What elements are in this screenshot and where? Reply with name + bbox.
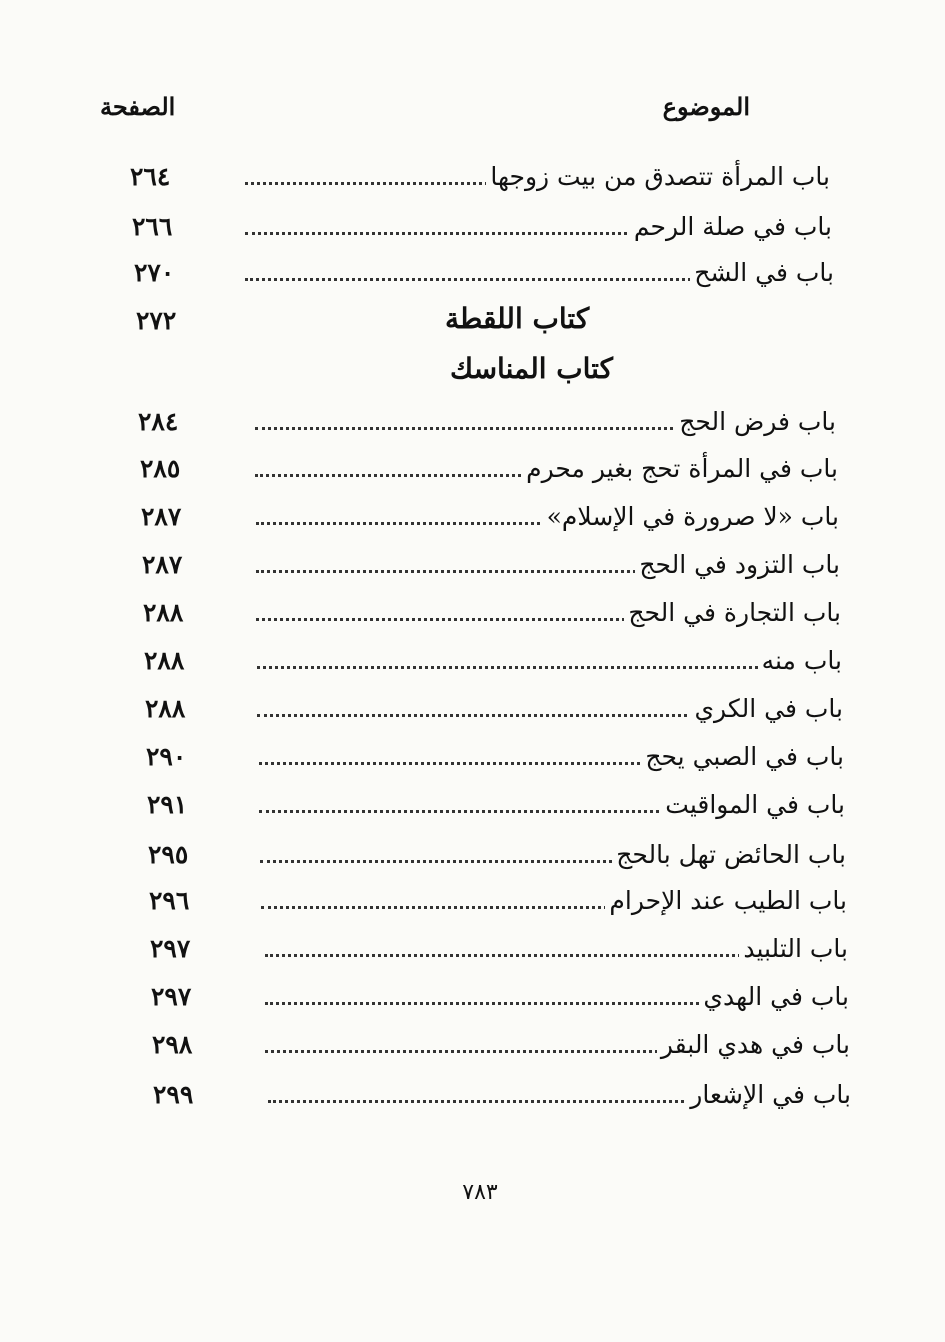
page-number: ٧٨٣ [462,1180,498,1205]
toc-entry-page: ٢٩٦ [149,886,190,915]
toc-entry-title: باب التزود في الحج [635,548,840,582]
toc-entry [146,740,844,780]
toc-entry-title: باب الطيب عند الإحرام [605,884,847,918]
toc-entry [151,980,849,1020]
toc-entry [143,596,841,636]
toc-entry-page: ٢٩١ [147,790,188,819]
toc-entry [150,932,848,972]
toc-entry-title: باب في المواقيت [661,788,845,822]
toc-entry-page: ٢٩٩ [153,1080,194,1109]
book-heading-page: ٢٧٢ [136,306,177,335]
toc-entry-page: ٢٩٥ [148,840,189,869]
toc-entry-page: ٢٨٨ [143,598,184,627]
toc-header [100,92,750,132]
toc-entry [153,1078,851,1118]
toc-entry-page: ٢٩٧ [151,982,192,1011]
toc-entry [149,884,847,924]
toc-entry [147,788,845,828]
toc-entry-title: باب التلبيد [739,932,848,966]
toc-entry [145,692,843,732]
toc-entry-page: ٢٨٧ [141,502,182,531]
toc-entry-title: باب في هدي البقر [657,1028,850,1062]
toc-entry-title: باب في صلة الرحم [630,210,832,244]
toc-entry [141,500,839,540]
toc-entry [148,838,846,878]
toc-entry-page: ٢٨٨ [145,694,186,723]
toc-entry-title: باب في الكري [690,692,843,726]
toc-entry [134,256,834,296]
toc-entry-title: باب المرأة تتصدق من بيت زوجها [486,160,830,194]
toc-entry-title: باب في الهدي [699,980,849,1014]
toc-entry-title: باب في الصبي يحج [641,740,844,774]
toc-entry [144,644,842,684]
book-heading: كتاب اللقطة [445,302,590,335]
toc-entry [140,452,838,492]
page-column-heading: الصفحة [100,92,176,121]
toc-entry-title: باب في المرأة تحج بغير محرم [522,452,838,486]
toc-entry-page: ٢٨٨ [144,646,185,675]
book-heading: كتاب المناسك [450,352,613,385]
toc-entry-page: ٢٩٧ [150,934,191,963]
toc-entry [152,1028,850,1068]
toc-entry-page: ٢٩٠ [146,742,187,771]
toc-entry [130,160,830,200]
toc-entry [132,210,832,250]
toc-entry-page: ٢٨٥ [140,454,181,483]
toc-entry-title: باب التجارة في الحج [624,596,841,630]
toc-entry-page: ٢٦٤ [130,162,171,191]
toc-entry-title: باب الحائض تهل بالحج [612,838,846,872]
toc-entry-page: ٢٨٤ [138,407,179,436]
toc-entry-page: ٢٩٨ [152,1030,193,1059]
toc-entry-title: باب فرض الحج [675,405,836,439]
toc-entry [138,405,836,445]
toc-entry-page: ٢٧٠ [134,258,175,287]
toc-entry-title: باب في الإشعار [686,1078,851,1112]
toc-entry-title: باب في الشح [690,256,834,290]
toc-entry [142,548,840,588]
toc-entry-page: ٢٨٧ [142,550,183,579]
toc-entry-title: باب منه [758,644,842,678]
topic-column-heading: الموضوع [662,92,750,121]
toc-entry-page: ٢٦٦ [132,212,173,241]
leader-dots [257,666,842,669]
toc-entry-title: باب «لا صرورة في الإسلام» [543,500,839,534]
